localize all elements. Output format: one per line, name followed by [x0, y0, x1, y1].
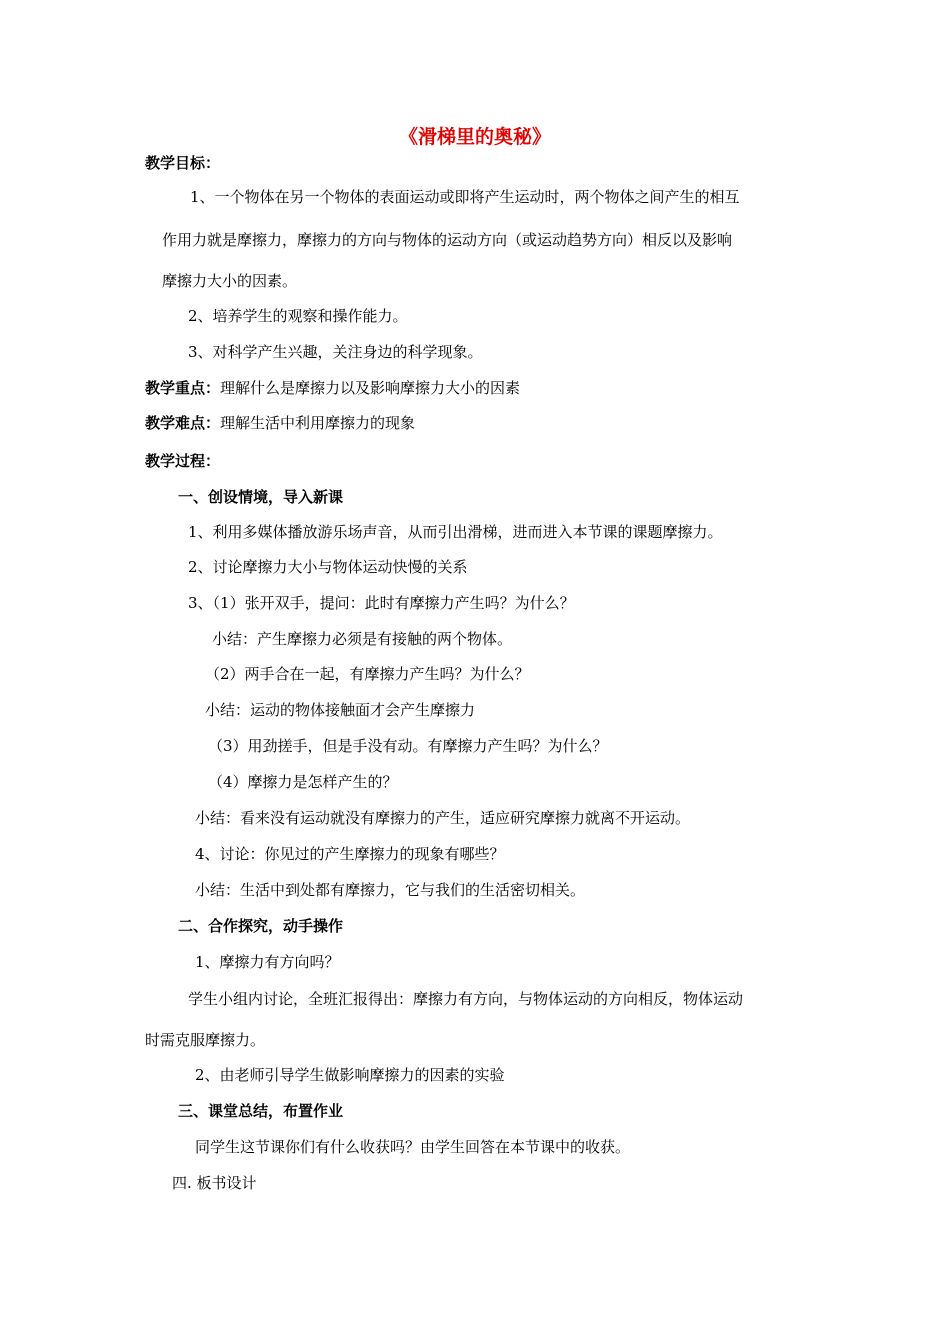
- process-heading: 教学过程：: [145, 452, 221, 470]
- section-2-line: 时需克服摩擦力。: [145, 1031, 266, 1049]
- section-1-line: 小结：生活中到处都有摩擦力，它与我们的生活密切相关。: [195, 881, 586, 899]
- document-title: 《滑梯里的奥秘》: [398, 126, 551, 148]
- section-2-line: 2、由老师引导学生做影响摩擦力的因素的实验: [195, 1066, 505, 1084]
- section-1-line: 3、（1）张开双手，提问：此时有摩擦力产生吗？为什么？: [188, 594, 575, 612]
- section-1-line: 4、讨论：你见过的产生摩擦力的现象有哪些？: [195, 845, 505, 863]
- section-1-line: 2、讨论摩擦力大小与物体运动快慢的关系: [188, 558, 468, 576]
- section-2-heading: 二、合作探究，动手操作: [178, 917, 344, 935]
- section-1-heading: 一、创设情境，导入新课: [178, 488, 344, 506]
- key-point-text: 理解什么是摩擦力以及影响摩擦力大小的因素: [220, 379, 521, 397]
- section-2-line: 1、摩擦力有方向吗？: [195, 953, 340, 971]
- section-1-line: （2）两手合在一起，有摩擦力产生吗？为什么？: [205, 665, 530, 683]
- section-1-line: 小结：看来没有运动就没有摩擦力的产生，适应研究摩擦力就离不开运动。: [195, 809, 691, 827]
- objectives-heading: 教学目标：: [145, 154, 221, 172]
- difficulty: [145, 412, 415, 434]
- key-point-label: 教学重点：: [145, 379, 221, 397]
- section-3-line: 同学生这节课你们有什么收获吗？由学生回答在本节课中的收获。: [195, 1138, 631, 1156]
- section-2-line: 学生小组内讨论，全班汇报得出：摩擦力有方向，与物体运动的方向相反，物体运动: [188, 990, 744, 1008]
- difficulty-label: 教学难点：: [145, 414, 221, 432]
- objective-1-line-3: 摩擦力大小的因素。: [162, 272, 298, 290]
- section-1-line: （3）用劲搓手，但是手没有动。有摩擦力产生吗？为什么？: [208, 737, 608, 755]
- section-1-line: 1、利用多媒体播放游乐场声音，从而引出滑梯，进而进入本节课的课题摩擦力。: [188, 523, 723, 541]
- section-3-heading: 三、课堂总结，布置作业: [178, 1102, 344, 1120]
- difficulty-text: 理解生活中利用摩擦力的现象: [220, 414, 416, 432]
- section-1-line: 小结：产生摩擦力必须是有接触的两个物体。: [212, 630, 513, 648]
- objective-2: 2、培养学生的观察和操作能力。: [188, 307, 408, 325]
- section-1-line: （4）摩擦力是怎样产生的？: [208, 773, 398, 791]
- section-1-line: 小结：运动的物体接触面才会产生摩擦力: [205, 701, 476, 719]
- objective-1-line-1: 1、一个物体在另一个物体的表面运动或即将产生运动时，两个物体之间产生的相互: [190, 188, 740, 206]
- section-4-heading: 四. 板书设计: [172, 1174, 257, 1192]
- key-point: [145, 377, 520, 399]
- objective-1-line-2: 作用力就是摩擦力，摩擦力的方向与物体的运动方向（或运动趋势方向）相反以及影响: [162, 231, 733, 249]
- objective-3: 3、对科学产生兴趣，关注身边的科学现象。: [188, 343, 483, 361]
